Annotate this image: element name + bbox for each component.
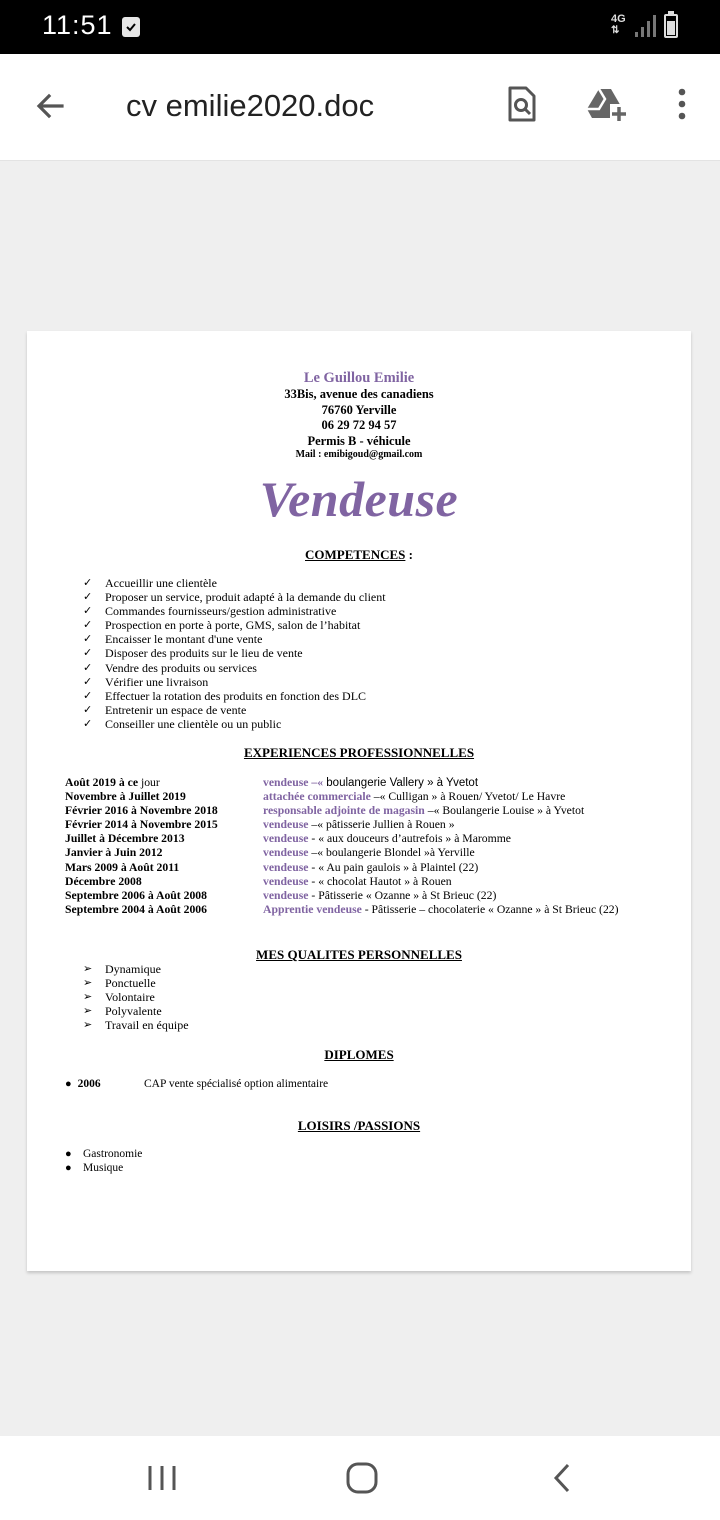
experience-description: [263, 818, 455, 832]
experience-date: Septembre 2004 à Août 2006: [65, 902, 207, 916]
checkmark-icon: ✓: [83, 605, 93, 618]
experience-role: vendeuse: [263, 846, 309, 860]
qualite-item: ➢ Travail en équipe: [83, 1018, 189, 1033]
navigation-bar: [0, 1436, 720, 1520]
experience-date: Novembre à Juillet 2019: [65, 790, 186, 804]
arrowhead-bullet-icon: ➢: [83, 1005, 93, 1018]
experience-date: Janvier à Juin 2012: [65, 846, 163, 860]
competences-list: [83, 576, 386, 731]
qualite-item: ➢ Dynamique: [83, 962, 161, 976]
competence-item: ✓ Conseiller une clientèle ou un public: [83, 716, 282, 731]
network-type: 4G ⇅: [611, 13, 626, 36]
arrowhead-bullet-icon: ➢: [83, 963, 93, 975]
cv-city: 76760 Yerville: [321, 403, 397, 417]
experience-date: Février 2014 à Novembre 2015: [65, 818, 218, 832]
experience-role: vendeuse: [263, 860, 309, 874]
recent-apps-icon[interactable]: [144, 1462, 180, 1494]
checkmark-icon: ✓: [83, 647, 93, 660]
experience-date: Mars 2009 à Août 2011: [65, 860, 180, 874]
cv-name: Le Guillou Emilie: [303, 370, 415, 386]
qualites-heading: MES QUALITES PERSONNELLES: [256, 947, 462, 962]
checkmark-icon: ✓: [83, 703, 93, 716]
experience-description: [263, 804, 584, 818]
experience-detail: - « Au pain gaulois » à Plaintel (22): [308, 860, 479, 874]
competence-item: ✓ Entretenir un espace de vente: [83, 702, 247, 717]
experience-role: responsable adjointe de magasin: [263, 804, 425, 818]
experience-detail: –« Culligan » à Rouen/ Yvetot/ Le Havre: [370, 790, 566, 804]
bullet-icon: ●: [65, 1078, 72, 1090]
document-title: cv emilie2020.doc: [126, 88, 375, 123]
experience-description: [263, 861, 478, 875]
arrowhead-bullet-icon: ➢: [83, 1019, 93, 1032]
experience-detail: - Pâtisserie – chocolaterie « Ozanne » à St Brieuc (22): [361, 902, 619, 916]
experience-description: [263, 832, 511, 846]
diploma-entry: [65, 1078, 329, 1090]
experience-role: attachée commerciale: [263, 790, 371, 804]
experience-date: Septembre 2006 à Août 2008: [65, 888, 207, 902]
experience-detail: –« pâtisserie Jullien à Rouen »: [308, 818, 455, 832]
experience-role: vendeuse: [263, 874, 309, 888]
competence-item: ✓ Commandes fournisseurs/gestion administrative: [83, 604, 337, 619]
more-vert-icon[interactable]: [660, 82, 704, 126]
data-arrows-icon: ⇅: [611, 25, 620, 36]
experience-date: Décembre 2008: [65, 874, 142, 888]
back-icon[interactable]: [546, 1462, 582, 1494]
experience-detail: –« Boulangerie Louise » à Yvetot: [424, 804, 585, 818]
cv-license: Permis B - véhicule: [307, 434, 411, 448]
experience-role: vendeuse: [263, 832, 309, 846]
document-page[interactable]: [27, 331, 691, 1271]
checkmark-icon: ✓: [83, 675, 93, 688]
checkbox-notification-icon: [122, 17, 140, 37]
competence-item: ✓ Accueillir une clientèle: [83, 576, 217, 590]
cv-job-title: Vendeuse: [259, 471, 459, 527]
checkmark-icon: ✓: [83, 591, 93, 604]
find-in-page-icon[interactable]: [500, 82, 544, 126]
qualite-item: ➢ Volontaire: [83, 990, 155, 1005]
experience-date: Août 2019 à ce jour: [65, 776, 160, 789]
experience-description: [263, 875, 452, 889]
checkmark-icon: ✓: [83, 619, 93, 632]
competence-item: ✓ Vendre des produits ou services: [83, 660, 257, 675]
experience-detail: - « aux douceurs d’autrefois » à Maromme: [308, 832, 511, 846]
loisir-item: ● Musique: [65, 1162, 124, 1175]
experience-role: Apprentie vendeuse: [263, 902, 362, 916]
app-bar: [0, 54, 720, 161]
experience-role: vendeuse: [263, 818, 309, 832]
cv-phone: 06 29 72 94 57: [321, 418, 397, 432]
loisirs-heading: LOISIRS /PASSIONS: [297, 1118, 421, 1133]
qualite-item: ➢ Polyvalente: [83, 1004, 162, 1019]
experience-detail: –« boulangerie Blondel »à Yerville: [308, 846, 475, 860]
checkmark-icon: ✓: [83, 633, 93, 646]
experience-description: [263, 903, 619, 917]
competence-item: ✓ Prospection en porte à porte, GMS, salon de l’habitat: [83, 618, 361, 633]
arrowhead-bullet-icon: ➢: [83, 991, 93, 1004]
home-icon[interactable]: [344, 1462, 380, 1494]
qualites-list: [83, 962, 189, 1032]
experience-detail: - Pâtisserie « Ozanne » à St Brieuc (22): [308, 888, 497, 902]
experience-date: Juillet à Décembre 2013: [65, 832, 185, 846]
checkmark-icon: ✓: [83, 689, 93, 702]
bullet-icon: ●: [65, 1162, 72, 1175]
experience-description: [263, 776, 478, 790]
cv-mail: Mail : emibigoud@gmail.com: [295, 449, 423, 460]
bullet-icon: ●: [65, 1148, 72, 1160]
experience-description: [263, 889, 496, 903]
qualite-item: ➢ Ponctuelle: [83, 976, 156, 991]
signal-strength-icon: [634, 14, 656, 38]
experience-description: [263, 790, 565, 804]
competences-heading: COMPETENCES :: [305, 547, 413, 562]
competence-item: ✓ Proposer un service, produit adapté à la demande du client: [83, 590, 386, 605]
diploma-text: CAP vente spécialisé option alimentaire: [144, 1078, 329, 1090]
checkmark-icon: ✓: [83, 661, 93, 674]
diplomes-heading: DIPLOMES: [324, 1047, 394, 1062]
experience-detail: boulangerie Vallery » à Yvetot: [323, 777, 479, 789]
experience-detail: - « chocolat Hautot » à Rouen: [308, 874, 452, 888]
clock: 11:51: [42, 10, 113, 40]
checkmark-icon: ✓: [83, 717, 93, 730]
cv-address: 33Bis, avenue des canadiens: [284, 387, 434, 401]
arrowhead-bullet-icon: ➢: [83, 977, 93, 990]
loisirs-list: [65, 1147, 142, 1175]
status-bar: [0, 0, 720, 54]
experience-date: Février 2016 à Novembre 2018: [65, 804, 218, 818]
experience-role: vendeuse –«: [263, 776, 324, 789]
experiences-heading: EXPERIENCES PROFESSIONNELLES: [243, 745, 475, 760]
competence-item: ✓ Disposer des produits sur le lieu de vente: [83, 646, 303, 661]
competence-item: ✓ Effectuer la rotation des produits en fonction des DLC: [83, 688, 367, 703]
back-arrow-icon[interactable]: [30, 86, 70, 126]
battery-icon: [664, 14, 678, 38]
loisir-item: ● Gastronomie: [65, 1148, 143, 1160]
experience-role: vendeuse: [263, 888, 309, 902]
competence-item: ✓ Vérifier une livraison: [83, 674, 209, 689]
experience-description: [263, 846, 475, 860]
competence-item: ✓ Encaisser le montant d'une vente: [83, 632, 263, 647]
checkmark-icon: ✓: [83, 577, 93, 589]
diploma-year: 2006: [77, 1078, 101, 1090]
add-to-drive-icon[interactable]: [584, 82, 628, 126]
